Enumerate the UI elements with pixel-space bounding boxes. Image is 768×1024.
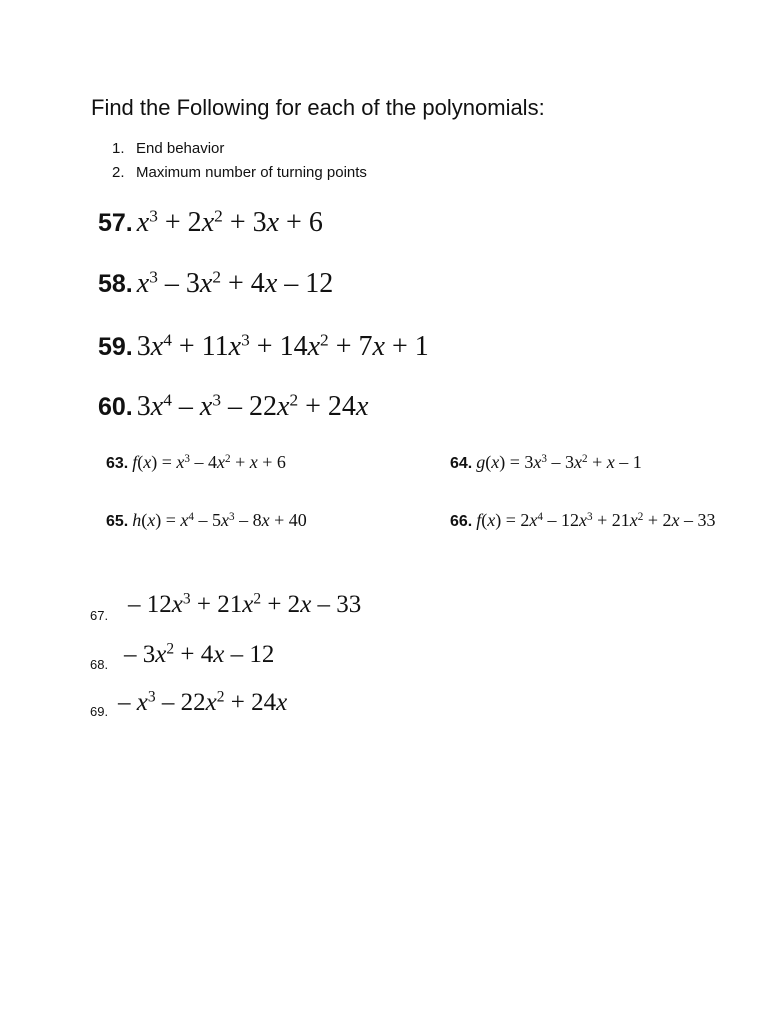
problem-64	[450, 450, 642, 476]
problem-number: 63.	[106, 455, 129, 472]
task-item-turning-points	[112, 163, 367, 183]
problem-66	[450, 508, 715, 534]
problem-65	[106, 508, 307, 534]
problem-number: 65.	[106, 513, 129, 530]
polynomial: $f(x) = x^3 - 4x^2 + x + 6$	[132, 452, 286, 472]
problem-67	[128, 590, 361, 620]
problem-58	[98, 267, 333, 301]
task-number: 1.	[112, 140, 125, 157]
polynomial: $h(x) = x^4 - 5x^3 - 8x + 40$	[132, 510, 307, 530]
polynomial: $3x^4 + 11x^3 + 14x^2 + 7x + 1$	[136, 330, 429, 362]
polynomial: $x^3 + 2x^2 + 3x + 6$	[136, 206, 323, 238]
task-text: Maximum number of turning points	[136, 164, 367, 181]
problem-68-number: 68.	[90, 657, 109, 672]
problem-60	[98, 390, 368, 424]
problem-63	[106, 450, 286, 476]
problem-number: 66.	[450, 513, 473, 530]
problem-number: 57.	[98, 209, 133, 237]
polynomial: $g(x) = 3x^3 - 3x^2 + x - 1$	[476, 452, 642, 472]
problem-59	[98, 330, 429, 364]
polynomial: – $x^3 - 22x^2 + 24x$	[118, 688, 288, 716]
problem-number: 58.	[98, 270, 133, 298]
problem-number: 60.	[98, 393, 133, 421]
polynomial: $f(x) = 2x^4 - 12x^3 + 21x^2 + 2x - 33$	[476, 510, 716, 530]
page-title: Find the Following for each of the polynomials:	[91, 95, 545, 120]
polynomial: $3x^4 - x^3 - 22x^2 + 24x$	[136, 390, 369, 422]
problem-69-number: 69.	[90, 704, 109, 719]
problem-57	[98, 206, 323, 240]
polynomial: – $12x^3 + 21x^2 + 2x - 33$	[128, 590, 362, 618]
polynomial: $x^3 - 3x^2 + 4x - 12$	[136, 267, 334, 299]
task-number: 2.	[112, 164, 125, 181]
problem-number: 59.	[98, 333, 133, 361]
task-text: End behavior	[136, 140, 225, 157]
polynomial: – $3x^2 + 4x - 12$	[124, 640, 275, 668]
problem-68	[124, 640, 274, 670]
problem-69	[118, 688, 287, 718]
task-item-end-behavior	[112, 139, 224, 159]
problem-67-number: 67.	[90, 608, 109, 623]
problem-number: 64.	[450, 455, 473, 472]
